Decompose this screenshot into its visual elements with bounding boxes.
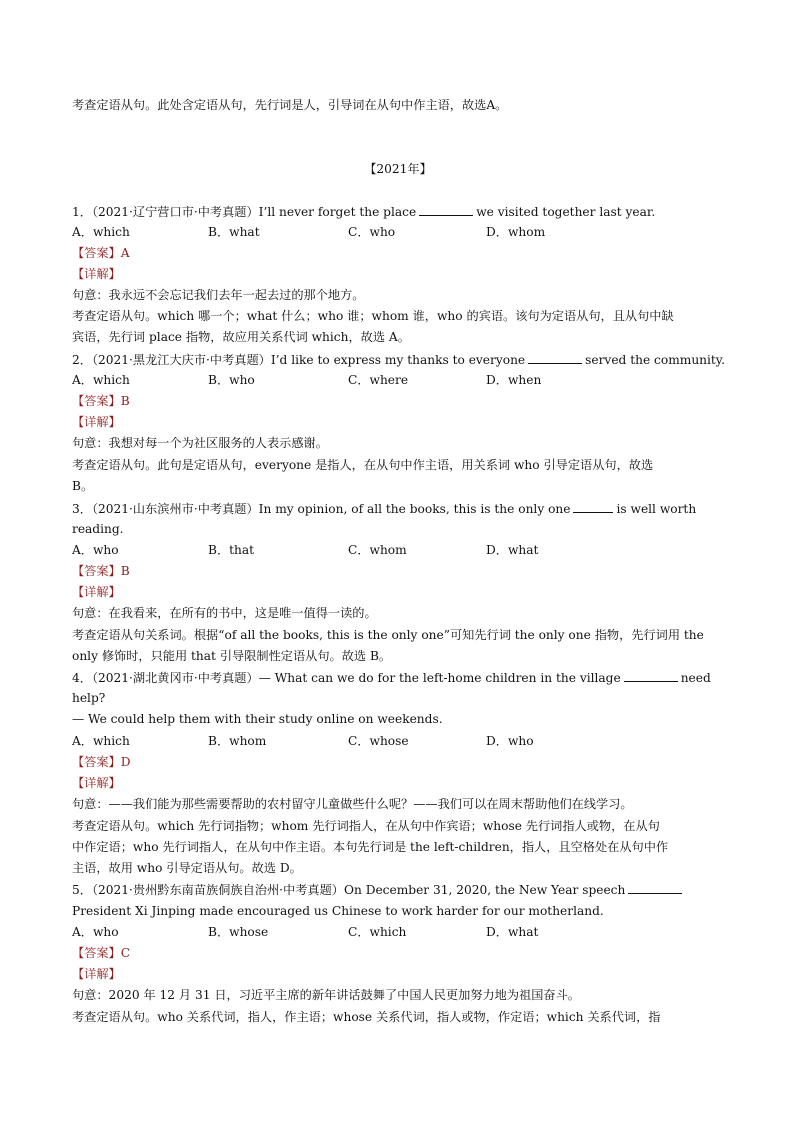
option-b: B．whose (208, 925, 269, 939)
question-4-explanation-3: 主语，故用 who 引导定语从句。故选 D。 (72, 861, 302, 875)
answer-value: C (120, 946, 131, 960)
question-5-stem (72, 879, 724, 901)
question-4-stem (72, 667, 724, 689)
option-c: C．whom (348, 543, 407, 557)
option-a: A．who (72, 543, 119, 557)
question-2-stem-end: served the community. (585, 353, 725, 367)
question-3-explanation-2: only 修饰时，只能用 that 引导限制性定语从句。故选 B。 (72, 649, 392, 663)
question-2-stem-start: 2．（2021·黑龙江大庆市·中考真题）I’d like to express my thanks to everyone (72, 353, 526, 367)
question-2-stem (72, 349, 724, 371)
detail-label: 【详解】 (72, 267, 121, 281)
option-a: A．which (72, 373, 130, 387)
answer-label: 【答案】 (72, 564, 121, 578)
question-4-stem-cont: help? (72, 691, 106, 705)
question-3-stem (72, 498, 724, 520)
option-c: C．where (348, 373, 409, 387)
question-1-stem-start: 1．（2021·辽宁营口市·中考真题）I’ll never forget the place (72, 205, 417, 219)
question-1-stem (72, 201, 724, 223)
question-3-answer (72, 561, 724, 582)
answer-blank (573, 498, 613, 513)
question-3-stem-cont: reading. (72, 522, 124, 536)
intro-text: 考查定语从句。此处含定语从句，先行词是人，引导词在从句中作主语，故选A。 (72, 98, 508, 112)
option-b: B．whom (208, 734, 267, 748)
question-3-stem-start: 3．（2021·山东滨州市·中考真题）In my opinion, of all the books, this is the only one (72, 502, 571, 516)
answer-value: D (120, 755, 131, 769)
question-2-meaning: 句意：我想对每一个为社区服务的人表示感谢。 (72, 436, 328, 450)
option-a: A．who (72, 925, 119, 939)
question-4-stem-end: need (680, 671, 711, 685)
question-3-meaning: 句意：在我看来，在所有的书中，这是唯一值得一读的。 (72, 606, 377, 620)
option-d: D．when (486, 373, 542, 387)
option-b: B．who (208, 373, 255, 387)
option-b: B．that (208, 543, 255, 557)
detail-label: 【详解】 (72, 967, 121, 981)
question-5-answer (72, 943, 724, 964)
detail-label: 【详解】 (72, 585, 121, 599)
answer-blank (528, 349, 582, 364)
question-3-stem-end: is well worth (616, 502, 697, 516)
question-1-explanation-1: 考查定语从句。which 哪一个；what 什么；who 谁；whom 谁，who 的宾语。该句为定语从句，且从句中缺 (72, 309, 674, 323)
question-1-meaning: 句意：我永远不会忘记我们去年一起去过的那个地方。 (72, 288, 365, 302)
answer-label: 【答案】 (72, 246, 121, 260)
option-c: C．who (348, 225, 396, 239)
question-4-stem-start: 4．（2021·湖北黄冈市·中考真题）— What can we do for the left-home children in the village (72, 671, 621, 685)
answer-label: 【答案】 (72, 946, 121, 960)
answer-blank (628, 879, 682, 894)
detail-label: 【详解】 (72, 776, 121, 790)
question-2-explanation-2: B。 (72, 479, 94, 493)
answer-label: 【答案】 (72, 755, 121, 769)
question-2-answer (72, 391, 724, 412)
answer-value: A (120, 246, 130, 260)
question-4-answer (72, 752, 724, 773)
question-1-explanation-2: 宾语，先行词 place 指物，故应用关系代词 which，故选 A。 (72, 330, 410, 344)
option-c: C．whose (348, 734, 409, 748)
answer-blank (624, 667, 678, 682)
option-a: A．which (72, 225, 130, 239)
option-d: D．who (486, 734, 534, 748)
answer-value: B (120, 394, 130, 408)
question-5-meaning: 句意：2020 年 12 月 31 日，习近平主席的新年讲话鼓舞了中国人民更加努力地为祖国奋斗。 (72, 988, 580, 1002)
question-5-stem-start: 5．（2021·贵州黔东南苗族侗族自治州·中考真题）On December 31, 2020, the New Year speech (72, 883, 626, 897)
question-4-explanation-2: 中作定语；who 先行词指人，在从句中作主语。本句先行词是 the left-children，指人，且空格处在从句中作 (72, 840, 669, 854)
answer-blank (419, 201, 473, 216)
option-d: D．whom (486, 225, 546, 239)
question-1-stem-end: we visited together last year. (476, 205, 656, 219)
question-4-meaning: 句意：——我们能为那些需要帮助的农村留守儿童做些什么呢？——我们可以在周末帮助他们在线学习。 (72, 797, 633, 811)
option-b: B．what (208, 225, 260, 239)
section-title: 【2021年】 (364, 162, 432, 176)
question-2-explanation-1: 考查定语从句。此句是定语从句，everyone 是指人，在从句中作主语，用关系词 who 引导定语从句，故选 (72, 458, 654, 472)
option-a: A．which (72, 734, 130, 748)
option-c: C．which (348, 925, 407, 939)
answer-label: 【答案】 (72, 394, 121, 408)
question-4-reply: — We could help them with their study online on weekends. (72, 712, 443, 726)
answer-value: B (120, 564, 130, 578)
option-d: D．what (486, 543, 539, 557)
question-5-stem-cont: President Xi Jinping made encouraged us Chinese to work harder for our motherland. (72, 904, 604, 918)
option-d: D．what (486, 925, 539, 939)
question-3-explanation-1: 考查定语从句关系词。根据“of all the books, this is the only one”可知先行词 the only one 指物，先行词用 the (72, 628, 704, 642)
question-1-answer (72, 243, 724, 264)
question-5-explanation-1: 考查定语从句。who 关系代词，指人，作主语；whose 关系代词，指人或物，作定语；which 关系代词，指 (72, 1010, 661, 1024)
question-4-explanation-1: 考查定语从句。which 先行词指物；whom 先行词指人，在从句中作宾语；whose 先行词指人或物，在从句 (72, 819, 660, 833)
detail-label: 【详解】 (72, 415, 121, 429)
